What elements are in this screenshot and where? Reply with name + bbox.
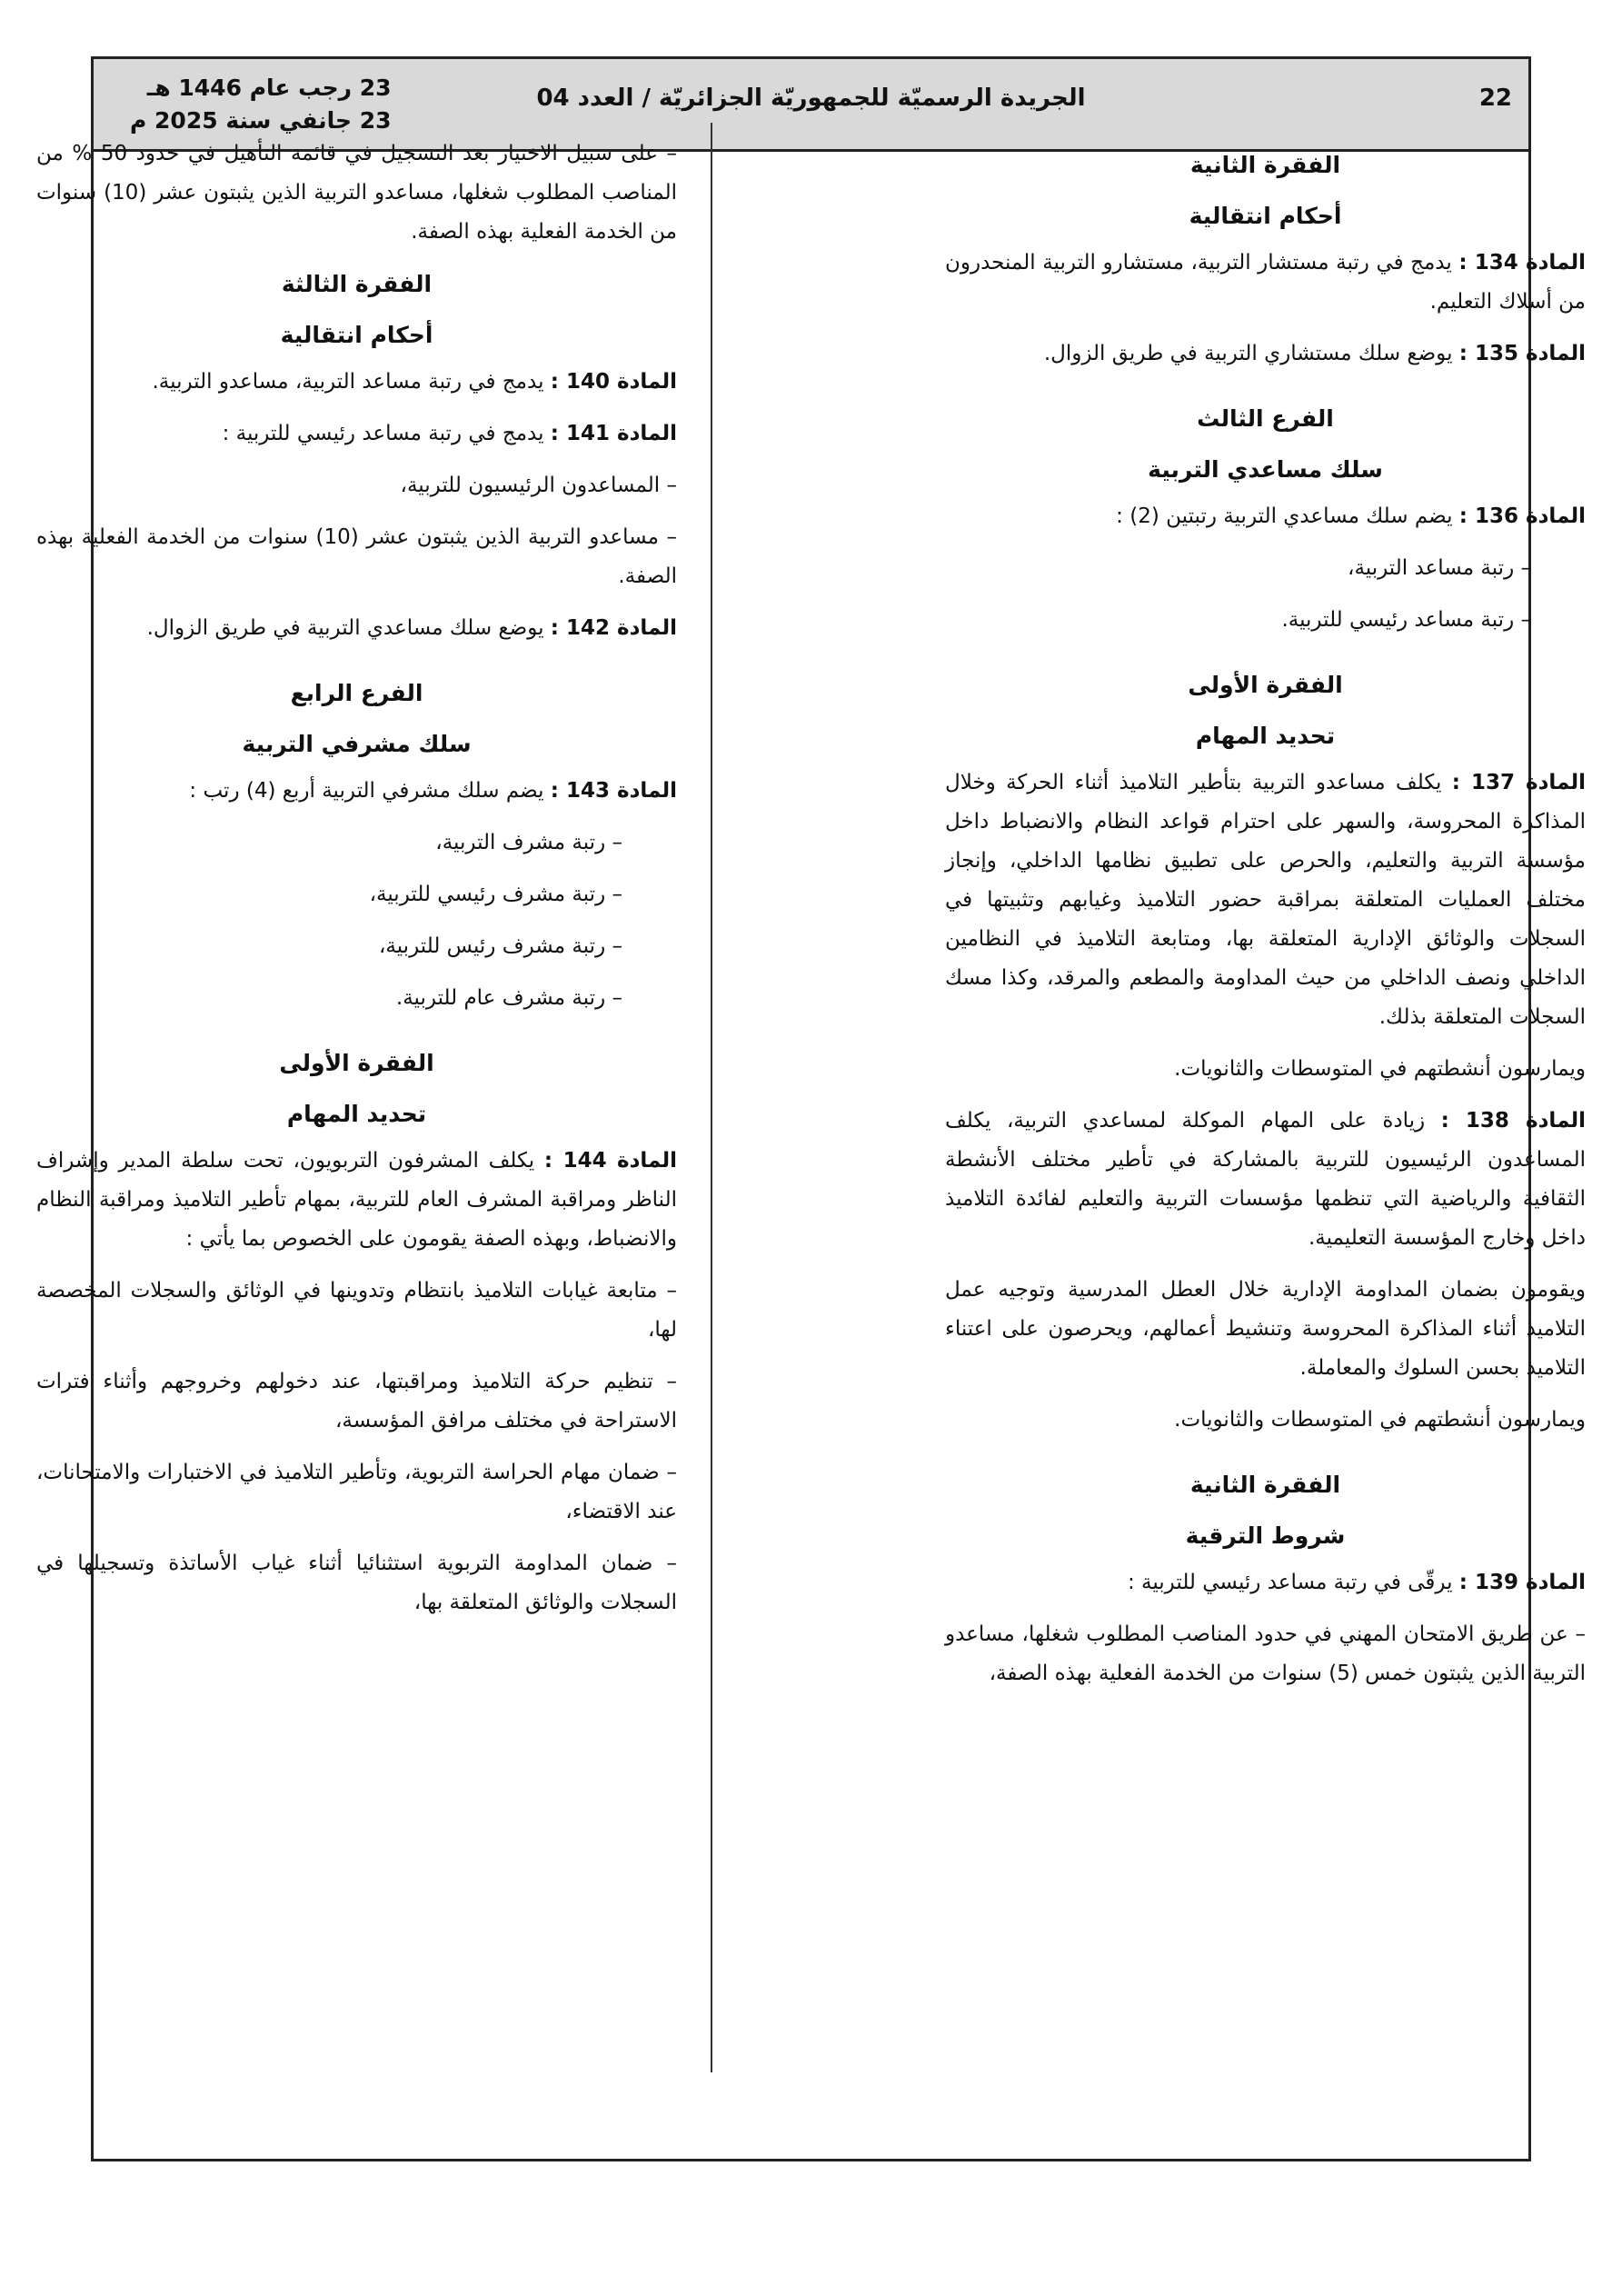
article-text: يضم سلك مساعدي التربية رتبتين (2) : bbox=[1116, 504, 1453, 528]
list-item: – رتبة مساعد رئيسي للتربية. bbox=[1281, 608, 1531, 632]
section-subheading: سلك مشرفي التربية bbox=[242, 731, 472, 757]
page-number: 22 bbox=[1478, 85, 1512, 112]
article-134 bbox=[945, 244, 1586, 322]
section-heading: الفقرة الأولى bbox=[279, 1050, 434, 1076]
section-heading: الفرع الثالث bbox=[1197, 405, 1334, 432]
list-item: – على سبيل الاختيار بعد التسجيل في قائمة التأهيل في حدود 50 % من المناصب المطلوب شغلها، مساعدو التربية الذين يثبتون عشر (10) سنوات من الخدمة الفعلية بهذه الصفة. bbox=[36, 142, 678, 244]
section-subheading: أحكام انتقالية bbox=[1189, 203, 1342, 229]
paragraph: ويمارسون أنشطتهم في المتوسطات والثانويات. bbox=[1174, 1408, 1586, 1432]
article-137 bbox=[945, 764, 1586, 1037]
section-subheading: شروط الترقية bbox=[1185, 1522, 1346, 1549]
article-141 bbox=[36, 414, 677, 454]
section-heading: الفقرة الأولى bbox=[1188, 672, 1343, 698]
article-text: يكلف المشرفون التربويون، تحت سلطة المدير وإشراف الناظر ومراقبة المشرف العام للتربية، بمهام تأطير التلاميذ ومراقبة النظام والانضباط، وبهذه الصفة يقومون على الخصوص بما يأتي : bbox=[36, 1149, 677, 1251]
article-text: زيادة على المهام الموكلة لمساعدي التربية، يكلف المساعدون الرئيسيون للتربية بالمشاركة في تأطير مختلف الأنشطة الثقافية والرياضية التي تنظمها مؤسسات التربية والتعليم لفائدة التلاميذ داخل وخارج المؤسسة التعليمية. bbox=[945, 1109, 1586, 1250]
section-subheading: تحديد المهام bbox=[286, 1101, 427, 1127]
article-139 bbox=[945, 1563, 1586, 1602]
article-text: يرقّى في رتبة مساعد رئيسي للتربية : bbox=[1127, 1571, 1453, 1594]
article-135 bbox=[945, 334, 1586, 374]
list-item: – مساعدو التربية الذين يثبتون عشر (10) سنوات من الخدمة الفعلية بهذه الصفة. bbox=[36, 525, 677, 588]
date-gregorian: 23 جانفي سنة 2025 م bbox=[130, 107, 392, 134]
section-subheading: أحكام انتقالية bbox=[280, 322, 433, 348]
section-heading: الفقرة الثالثة bbox=[281, 271, 433, 297]
article-label: المادة 140 : bbox=[550, 370, 677, 394]
article-label: المادة 135 : bbox=[1458, 342, 1586, 365]
article-label: المادة 136 : bbox=[1458, 504, 1586, 528]
article-label: المادة 137 : bbox=[1451, 771, 1586, 794]
article-136 bbox=[945, 497, 1586, 536]
article-text: يدمج في رتبة مساعد التربية، مساعدو التربية. bbox=[152, 370, 544, 394]
article-label: المادة 138 : bbox=[1440, 1109, 1587, 1133]
article-140 bbox=[36, 363, 677, 402]
article-text: يدمج في رتبة مساعد رئيسي للتربية : bbox=[222, 422, 544, 445]
list-item: – رتبة مشرف التربية، bbox=[435, 831, 622, 854]
list-item: – ضمان مهام الحراسة التربوية، وتأطير التلاميذ في الاختبارات والامتحانات، عند الاقتضاء، bbox=[36, 1461, 677, 1523]
paragraph: ويقومون بضمان المداومة الإدارية خلال العطل المدرسية وتوجيه عمل التلاميذ أثناء المذاكرة المحروسة وتنشيط أعمالهم، ويحرصون على اعتناء التلاميذ بحسن السلوك والمعاملة. bbox=[945, 1278, 1586, 1380]
list-item: – ضمان المداومة التربوية استثنائيا أثناء غياب الأساتذة وتسجيلها في السجلات والوثائق المتعلقة بها، bbox=[36, 1552, 677, 1614]
article-label: المادة 142 : bbox=[550, 616, 677, 640]
article-text: يوضع سلك مساعدي التربية في طريق الزوال. bbox=[146, 616, 544, 640]
right-column bbox=[945, 135, 1586, 1706]
section-heading: الفرع الرابع bbox=[290, 680, 423, 706]
article-text: يوضع سلك مستشاري التربية في طريق الزوال. bbox=[1043, 342, 1453, 365]
article-text: يضم سلك مشرفي التربية أربع (4) رتب : bbox=[189, 779, 544, 803]
list-item: – عن طريق الامتحان المهني في حدود المناصب المطلوب شغلها، مساعدو التربية الذين يثبتون خمس (5) سنوات من الخدمة الفعلية بهذه الصفة، bbox=[945, 1622, 1586, 1685]
article-text: يكلف مساعدو التربية بتأطير التلاميذ أثناء الحركة وخلال المذاكرة المحروسة، والسهر على احترام قواعد النظام والانضباط داخل مؤسسة التربية والتعليم، والحرص على تطبيق نظامها الداخلي، وإنجاز مختلف العمليات المتعلقة بمراقبة حضور التلاميذ وغيابهم وتثبيتها في السجلات والوثائق الإدارية المتعلقة بها، ومتابعة التلاميذ في النظامين الداخلي ونصف الداخلي من حيث المداومة والمطعم والمرقد، وكذا مسك السجلات المتعلقة بذلك. bbox=[945, 771, 1586, 1029]
left-column bbox=[36, 135, 677, 1635]
article-label: المادة 134 : bbox=[1458, 251, 1586, 275]
list-item: – رتبة مشرف عام للتربية. bbox=[395, 986, 622, 1010]
journal-title: الجريدة الرسميّة للجمهوريّة الجزائريّة / العدد 04 bbox=[536, 85, 1086, 112]
section-heading: الفقرة الثانية bbox=[1189, 152, 1341, 178]
article-label: المادة 139 : bbox=[1458, 1571, 1586, 1594]
article-142 bbox=[36, 609, 677, 648]
article-label: المادة 141 : bbox=[550, 422, 677, 445]
list-item: – رتبة مشرف رئيسي للتربية، bbox=[369, 883, 622, 906]
list-item: – متابعة غيابات التلاميذ بانتظام وتدوينها في الوثائق والسجلات المخصصة لها، bbox=[36, 1279, 677, 1342]
list-item: – المساعدون الرئيسيون للتربية، bbox=[400, 474, 677, 497]
section-subheading: تحديد المهام bbox=[1195, 723, 1336, 749]
section-heading: الفقرة الثانية bbox=[1189, 1472, 1341, 1498]
date-hijri: 23 رجب عام 1446 هـ bbox=[146, 75, 392, 101]
article-text: يدمج في رتبة مستشار التربية، مستشارو التربية المنحدرون من أسلاك التعليم. bbox=[945, 251, 1586, 314]
article-143 bbox=[36, 772, 677, 811]
article-144 bbox=[36, 1142, 677, 1259]
paragraph: ويمارسون أنشطتهم في المتوسطات والثانويات. bbox=[1174, 1057, 1586, 1081]
article-138 bbox=[945, 1102, 1586, 1258]
issue-dates bbox=[130, 72, 392, 137]
list-item: – تنظيم حركة التلاميذ ومراقبتها، عند دخولهم وخروجهم وأثناء فترات الاستراحة في مختلف مرافق المؤسسة، bbox=[36, 1370, 677, 1433]
section-subheading: سلك مساعدي التربية bbox=[1148, 456, 1383, 483]
article-label: المادة 144 : bbox=[543, 1149, 677, 1173]
list-item: – رتبة مساعد التربية، bbox=[1348, 556, 1531, 580]
list-item: – رتبة مشرف رئيس للتربية، bbox=[378, 934, 622, 958]
column-divider bbox=[711, 123, 712, 2072]
article-label: المادة 143 : bbox=[550, 779, 677, 803]
